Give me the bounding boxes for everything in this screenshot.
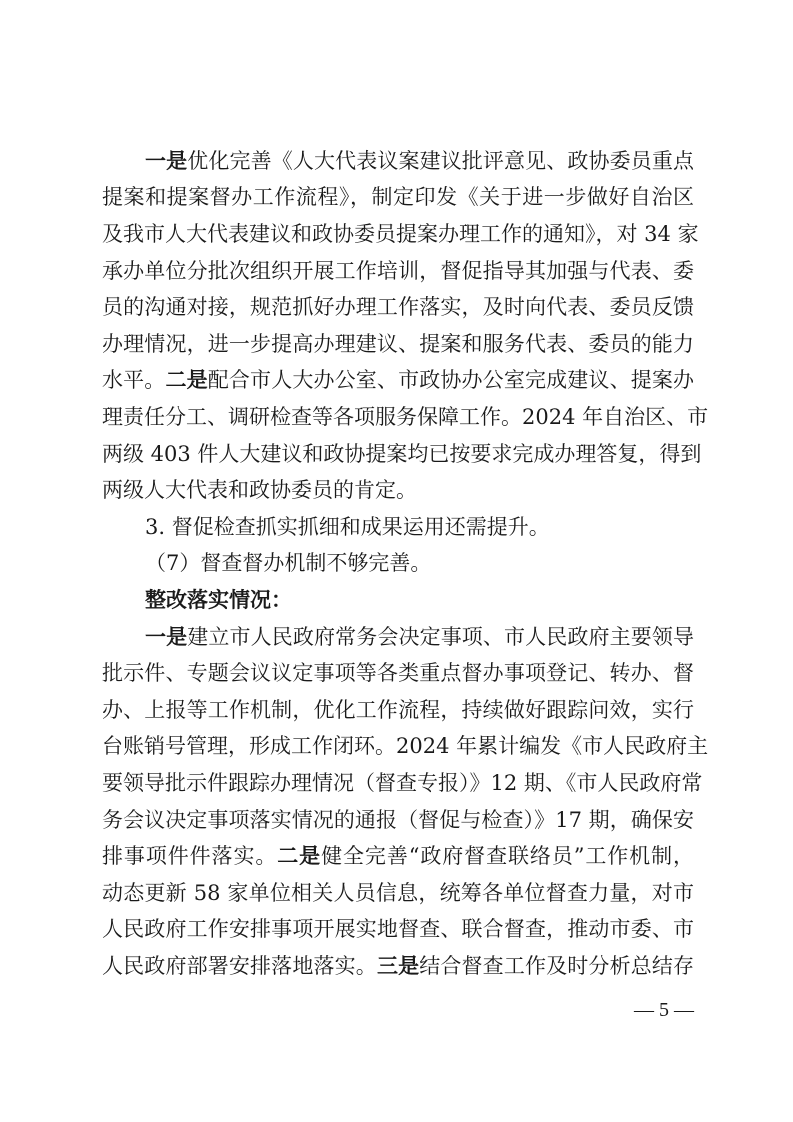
paragraph-2-line-1 <box>145 622 694 652</box>
paragraph-1-line-1 <box>145 146 694 176</box>
bold-marker-second: 二是 <box>277 844 322 868</box>
paragraph-2-line-6: 务会议决定事项落实情况的通报（督促与检查）》17 期，确保安 <box>102 808 694 832</box>
text-run: 建立市人民政府常务会决定事项、市人民政府主要领导 <box>187 625 695 649</box>
page-number: — 5 — <box>634 999 694 1021</box>
paragraph-2-line-8: 动态更新 58 家单位相关人员信息，统筹各单位督查力量，对市 <box>102 881 694 905</box>
paragraph-1-line-9: 两级 403 件人大建议和政协提案均已按要求完成办理答复，得到 <box>102 442 702 466</box>
bold-marker-first: 一是 <box>145 625 188 649</box>
paragraph-1-line-10: 两级人大代表和政协委员的肯定。 <box>102 478 417 502</box>
bold-marker-second: 二是 <box>165 368 208 392</box>
paragraph-2-line-9: 人民政府工作安排事项开展实地督查、联合督查，推动市委、市 <box>102 917 694 941</box>
section-3-heading: 3. 督促检查抓实抓细和成果运用还需提升。 <box>145 515 550 539</box>
rectification-heading: 整改落实情况： <box>145 588 292 612</box>
bold-marker-first: 一是 <box>145 149 188 173</box>
paragraph-1-line-3: 及我市人大代表建议和政协委员提案办理工作的通知》，对 34 家 <box>102 222 699 246</box>
bold-marker-third: 三是 <box>376 954 420 978</box>
paragraph-2-line-10 <box>102 951 694 981</box>
paragraph-1-line-6: 办理情况，进一步提高办理建议、提案和服务代表、委员的能力 <box>102 332 694 356</box>
paragraph-1-line-8: 理责任分工、调研检查等各项服务保障工作。2024 年自治区、市 <box>102 405 709 429</box>
paragraph-2-line-5: 要领导批示件跟踪办理情况（督查专报）》12 期、《市人民政府常 <box>102 771 703 795</box>
paragraph-2-line-2: 批示件、专题会议议定事项等各类重点督办事项登记、转办、督 <box>102 661 694 685</box>
text-run: 人民政府部署安排落地落实。 <box>102 954 377 978</box>
paragraph-2-line-4: 台账销号管理，形成工作闭环。2024 年累计编发《市人民政府主 <box>102 734 709 758</box>
text-run: 排事项件件落实。 <box>102 844 278 868</box>
paragraph-1-line-4: 承办单位分批次组织开展工作培训，督促指导其加强与代表、委 <box>102 259 694 283</box>
paragraph-2-line-3: 办、上报等工作机制，优化工作流程，持续做好跟踪问效，实行 <box>102 698 694 722</box>
paragraph-2-line-7 <box>102 841 694 871</box>
paragraph-1-line-5: 员的沟通对接，规范抓好办理工作落实，及时向代表、委员反馈 <box>102 295 694 319</box>
paragraph-1-line-2: 提案和提案督办工作流程》，制定印发《关于进一步做好自治区 <box>102 185 694 209</box>
text-run: 结合督查工作及时分析总结存 <box>419 954 695 978</box>
text-run: 优化完善《人大代表议案建议批评意见、政协委员重点 <box>187 149 695 173</box>
text-run: 水平。 <box>102 368 166 392</box>
text-run: 配合市人大办公室、市政协办公室完成建议、提案办 <box>207 368 695 392</box>
item-7-heading: （7）督查督办机制不够完善。 <box>145 551 432 575</box>
paragraph-1-line-7 <box>102 365 694 395</box>
text-run: 健全完善“政府督查联络员”工作机制， <box>321 844 694 868</box>
